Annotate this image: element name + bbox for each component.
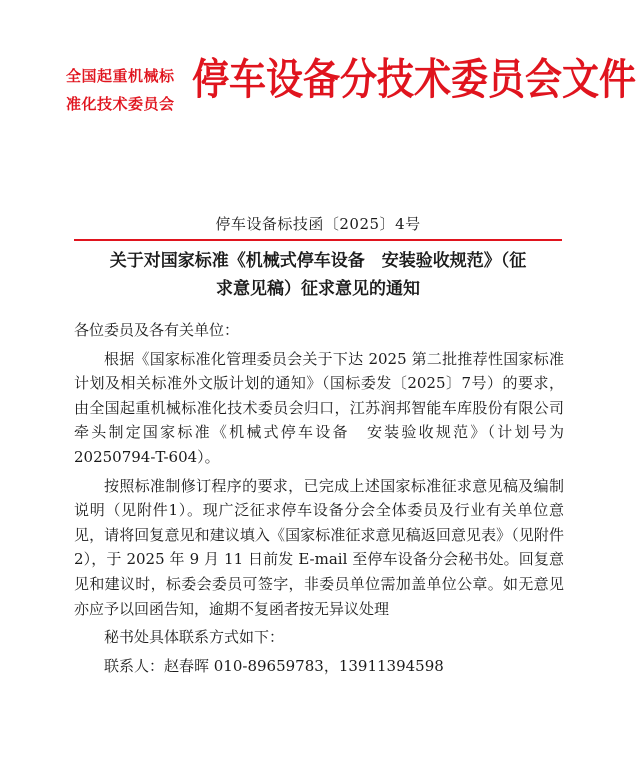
committee-name-line2: 准化技术委员会 [66, 95, 175, 113]
notice-title [74, 247, 562, 303]
committee-name [66, 62, 194, 118]
committee-name-line1: 全国起重机械标 [66, 67, 175, 85]
document-header [0, 0, 636, 150]
document-body [74, 318, 564, 678]
paragraph-background: 根据《国家标准化管理委员会关于下达 2025 第二批推荐性国家标准计划及相关标准外文版计划的通知》（国标委发〔2025〕7号）的要求，由全国起重机械标准化技术委员会归口，江苏润邦智能车库股份有限公司牵头制定国家标准《机械式停车设备 安装验收规范》（计划号为 20250794-T-604）。 [74, 349, 564, 466]
red-divider [74, 239, 562, 241]
contact-intro: 秘书处具体联系方式如下： [104, 628, 285, 647]
document-number: 停车设备标技函〔2025〕4号 [215, 215, 421, 233]
file-title: 停车设备分技术委员会文件 [192, 54, 636, 105]
contact-person: 联系人：赵春晖 010-89659783，13911394598 [104, 656, 444, 675]
notice-title-line1: 关于对国家标准《机械式停车设备 安装验收规范》（征 [109, 251, 527, 271]
paragraph-request: 按照标准制修订程序的要求，已完成上述国家标准征求意见稿及编制说明（见附件1）。现广泛征求停车设备分会全体委员及行业有关单位意见，请将回复意见和建议填入《国家标准征求意见稿返回意见表》（见附件2），于 2025 年 9 月 11 日前发 E-mail 至停车设备分会秘书处。回复意见和建议时，标委会委员可签字，非委员单位需加盖单位公章。如无意见亦应予以回函告知，逾期不复函者按无异议处理 [74, 476, 564, 618]
salutation: 各位委员及各有关单位： [74, 321, 240, 339]
notice-title-line2: 求意见稿）征求意见的通知 [216, 279, 420, 299]
